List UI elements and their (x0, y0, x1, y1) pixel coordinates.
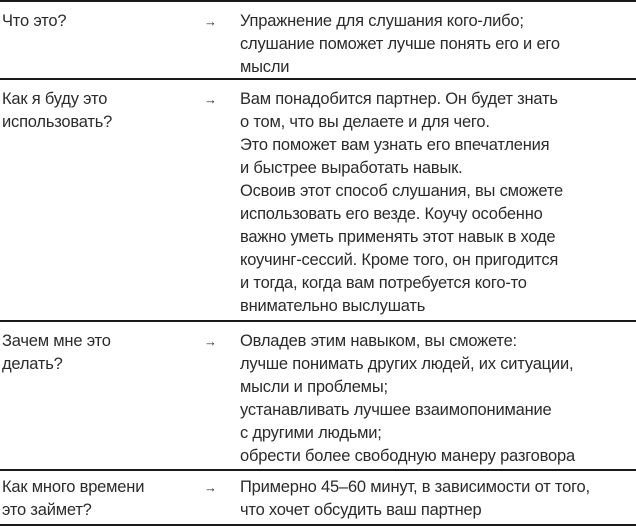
content-line: Упражнение для слушания кого-либо; (240, 12, 524, 30)
row-content (240, 476, 636, 522)
table-row-why-do-it (0, 320, 636, 470)
table-row-how-long (0, 469, 636, 526)
content-line: Примерно 45–60 минут, в зависимости от того, (240, 478, 590, 496)
arrow-icon: → (204, 14, 217, 29)
content-line: Это поможет вам узнать его впечатления (240, 136, 550, 154)
content-line: коучинг-сессий. Кроме того, он пригодится (240, 251, 559, 269)
label-line: делать? (2, 355, 63, 373)
content-line: Вам понадобится партнер. Он будет знать (240, 90, 558, 108)
row-content (240, 10, 636, 79)
label-line: Что это? (2, 12, 67, 30)
row-content (240, 88, 636, 318)
arrow-icon: → (204, 334, 217, 349)
label-line: Как я буду это (2, 90, 108, 108)
content-line: с другими людьми; (240, 424, 382, 442)
content-line: важно уметь применять этот навык в ходе (240, 228, 556, 246)
content-line: обрести более свободную манеру разговора (240, 447, 575, 465)
label-line: Как много времени (2, 478, 145, 496)
content-line: мысли (240, 58, 290, 76)
content-line: мысли и проблемы; (240, 378, 388, 396)
content-line: слушание поможет лучше понять его и его (240, 35, 560, 53)
content-line: о том, что вы делаете и для чего. (240, 113, 490, 131)
row-label (2, 476, 192, 522)
label-line: Зачем мне это (2, 332, 111, 350)
content-line: что хочет обсудить ваш партнер (240, 501, 482, 519)
arrow-icon: → (204, 92, 217, 107)
table-row-how-to-use (0, 78, 636, 321)
content-line: внимательно выслушать (240, 297, 426, 315)
row-content (240, 330, 636, 468)
content-line: устанавливать лучшее взаимопонимание (240, 401, 552, 419)
row-label (2, 330, 192, 376)
label-line: это займет? (2, 501, 92, 519)
content-line: и тогда, когда вам потребуется кого-то (240, 274, 527, 292)
label-line: использовать? (2, 113, 113, 131)
content-line: Овладев этим навыком, вы сможете: (240, 332, 517, 350)
table-row-what-is-it (0, 0, 636, 79)
row-label (2, 88, 192, 134)
content-line: Освоив этот способ слушания, вы сможете (240, 182, 563, 200)
arrow-icon: → (204, 480, 217, 495)
content-line: лучше понимать других людей, их ситуации, (240, 355, 574, 373)
content-line: и быстрее выработать навык. (240, 159, 463, 177)
content-line: использовать его везде. Коучу особенно (240, 205, 543, 223)
row-label (2, 10, 192, 33)
